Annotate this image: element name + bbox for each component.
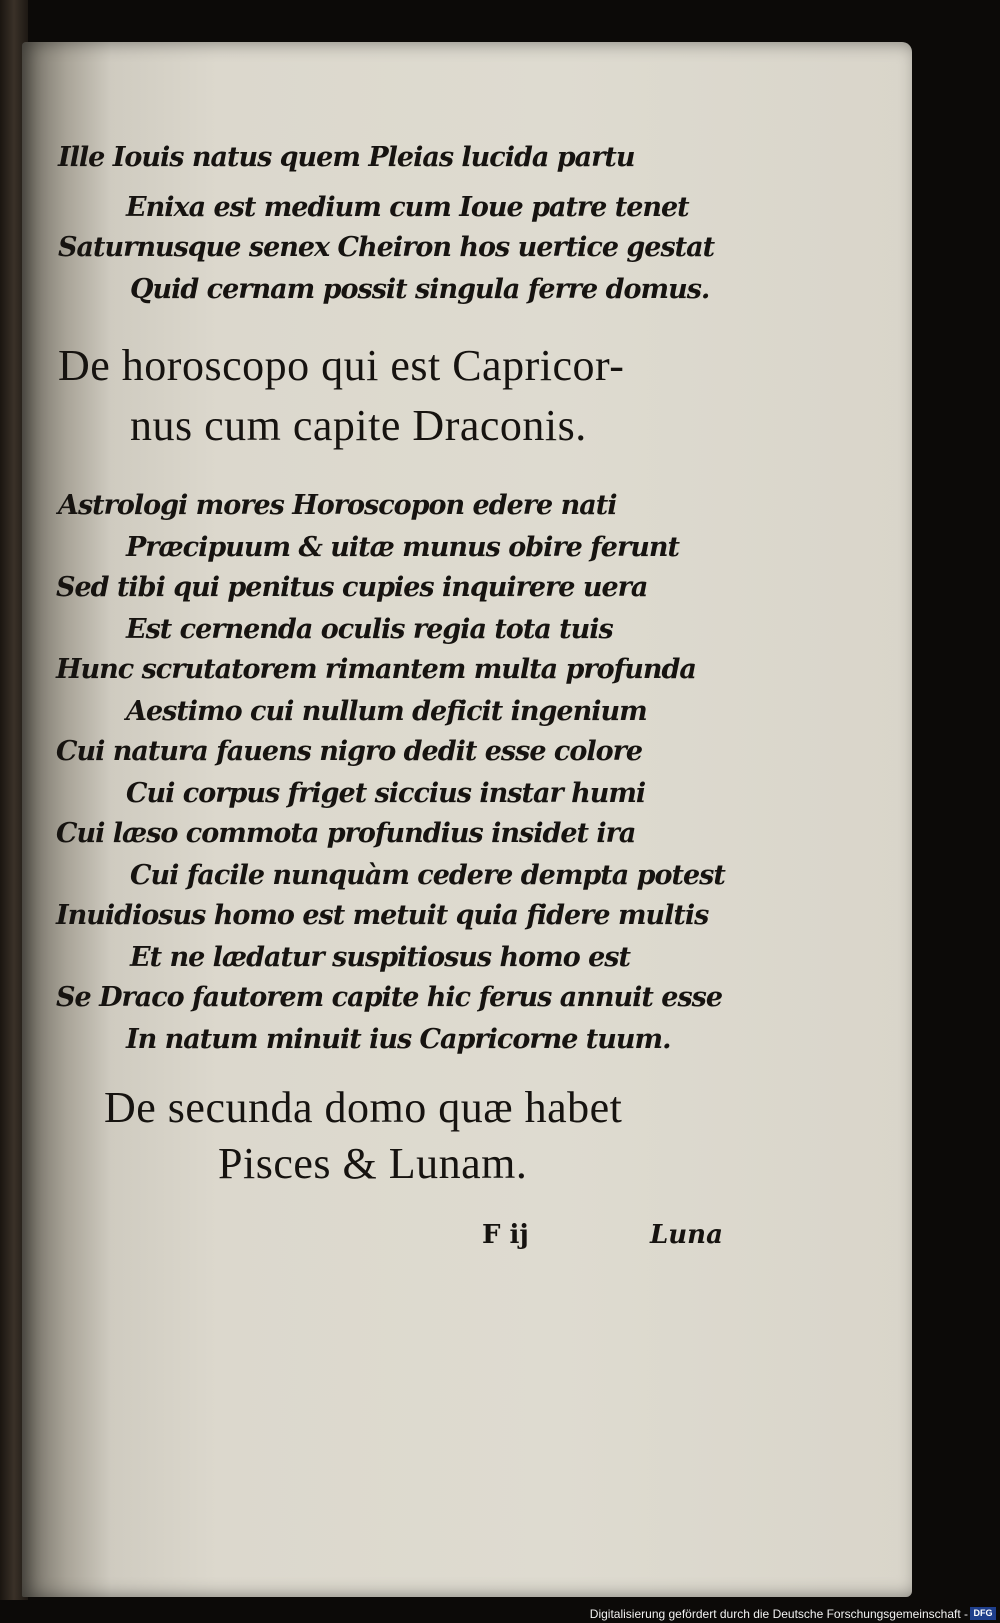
verse-line: Hunc scrutatorem rimantem multa profunda [56, 654, 696, 685]
verse-line: In natum minuit ius Capricorne tuum. [126, 1024, 671, 1055]
section-heading: De secunda domo quæ habet [104, 1083, 623, 1132]
signature-mark: F ij [482, 1220, 529, 1250]
verse-line: Sed tibi qui penitus cupies inquirere uera [56, 572, 648, 603]
verse-line: Cui læso commota profundius insidet ira [56, 818, 636, 849]
dfg-logo: DFG [970, 1607, 996, 1620]
verse-line: Astrologi mores Horoscopon edere nati [58, 490, 617, 521]
verse-line: Aestimo cui nullum deficit ingenium [126, 696, 647, 727]
verse-line: Et ne lædatur suspitiosus homo est [130, 942, 630, 973]
book-page [22, 42, 912, 1597]
verse-line: Inuidiosus homo est metuit quia fidere multis [56, 900, 709, 931]
verse-line: Cui corpus friget siccius instar humi [126, 778, 646, 809]
verse-line: Cui facile nunquàm cedere dempta potest [130, 860, 725, 891]
verse-line: Ille Iouis natus quem Pleias lucida partu [58, 142, 635, 173]
verse-line: Se Draco fautorem capite hic ferus annuit esse [56, 982, 723, 1013]
verse-line: Quid cernam possit singula ferre domus. [130, 274, 710, 305]
catchword: Luna [650, 1220, 723, 1250]
verse-line: Est cernenda oculis regia tota tuis [126, 614, 613, 645]
verse-line: Saturnusque senex Cheiron hos uertice gestat [58, 232, 715, 263]
verse-line: Præcipuum & uitæ munus obire ferunt [126, 532, 679, 563]
section-heading: Pisces & Lunam. [218, 1139, 528, 1188]
section-heading: De horoscopo qui est Capricor- [58, 341, 625, 390]
digitization-credit: Digitalisierung gefördert durch die Deutsche Forschungsgemeinschaft - [589, 1607, 968, 1621]
section-heading: nus cum capite Draconis. [130, 401, 587, 450]
verse-line: Cui natura fauens nigro dedit esse colore [56, 736, 643, 767]
verse-line: Enixa est medium cum Ioue patre tenet [126, 192, 689, 223]
